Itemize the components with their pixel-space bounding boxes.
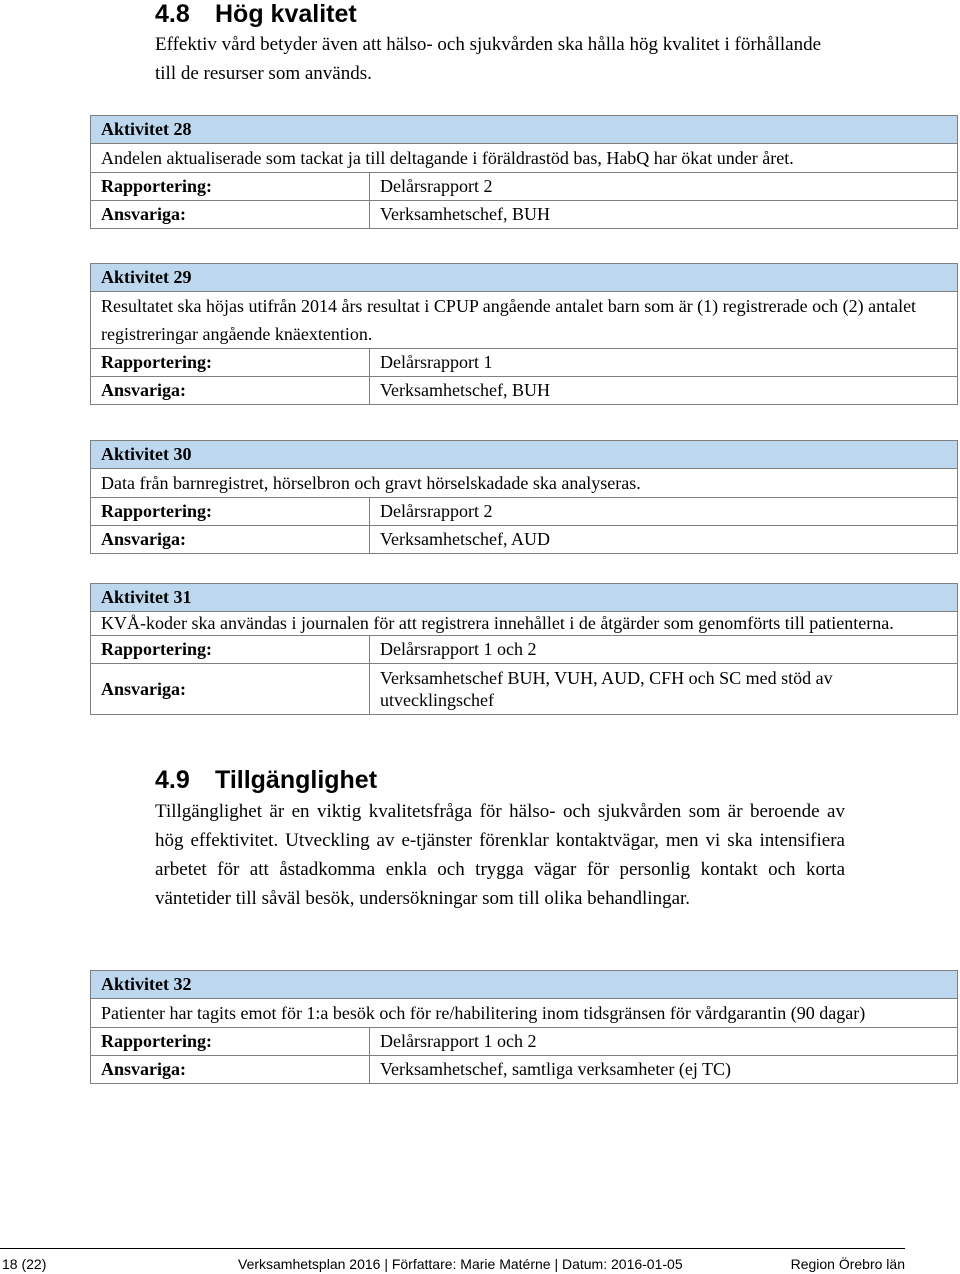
- reporting-value: Delårsrapport 2: [370, 498, 958, 526]
- activity-table-30: [90, 440, 958, 554]
- activity-title: Aktivitet 31: [91, 584, 958, 612]
- activity-table-29: [90, 263, 958, 405]
- activity-table-31: [90, 583, 958, 715]
- section-intro-4-9: Tillgänglighet är en viktig kvalitetsfråga för hälso- och sjukvården som är beroende av hög effektivitet. Utveckling av e-tjänster förenklar kontaktvägar, men vi ska intensifiera arbetet för att åstadkomma enkla och trygga vägar för personlig kontakt och korta väntetider till såväl besök, undersökningar som till olika behandlingar.: [155, 801, 845, 909]
- reporting-label: Rapportering:: [91, 636, 370, 664]
- responsible-value: Verksamhetschef BUH, VUH, AUD, CFH och SC med stöd av utvecklingschef: [370, 664, 958, 715]
- footer-page-number: 18 (22): [2, 1256, 47, 1272]
- responsible-label: Ansvariga:: [91, 377, 370, 405]
- responsible-value: Verksamhetschef, AUD: [370, 526, 958, 554]
- responsible-value: Verksamhetschef, samtliga verksamheter (ej TC): [370, 1056, 958, 1084]
- reporting-value: Delårsrapport 2: [370, 173, 958, 201]
- footer-document-info: Verksamhetsplan 2016 | Författare: Marie Matérne | Datum: 2016-01-05: [238, 1256, 683, 1272]
- reporting-label: Rapportering:: [91, 498, 370, 526]
- reporting-label: Rapportering:: [91, 1028, 370, 1056]
- section-title: Hög kvalitet: [215, 0, 357, 28]
- reporting-value: Delårsrapport 1: [370, 349, 958, 377]
- reporting-label: Rapportering:: [91, 349, 370, 377]
- activity-table-28: [90, 115, 958, 229]
- section-heading-4-9: [155, 766, 377, 795]
- activity-title: Aktivitet 32: [91, 971, 958, 999]
- responsible-label: Ansvariga:: [91, 1056, 370, 1084]
- section-number: 4.9: [155, 766, 190, 794]
- activity-title: Aktivitet 29: [91, 264, 958, 292]
- activity-title: Aktivitet 30: [91, 441, 958, 469]
- activity-description: KVÅ-koder ska användas i journalen för att registrera innehållet i de åtgärder som genomförts till patienterna.: [91, 612, 958, 636]
- activity-description: Resultatet ska höjas utifrån 2014 års resultat i CPUP angående antalet barn som är (1) registrerade och (2) antalet registreringar angående knäextention.: [91, 292, 958, 349]
- reporting-label: Rapportering:: [91, 173, 370, 201]
- section-title: Tillgänglighet: [215, 766, 378, 794]
- activity-title: Aktivitet 28: [91, 116, 958, 144]
- responsible-value: Verksamhetschef, BUH: [370, 201, 958, 229]
- footer-organization: Region Örebro län: [790, 1256, 905, 1272]
- section-heading-4-8: [155, 0, 357, 29]
- reporting-value: Delårsrapport 1 och 2: [370, 636, 958, 664]
- footer-divider: [0, 1248, 905, 1249]
- responsible-label: Ansvariga:: [91, 201, 370, 229]
- section-number: 4.8: [155, 0, 190, 28]
- responsible-label: Ansvariga:: [91, 664, 370, 715]
- activity-description: Andelen aktualiserade som tackat ja till deltagande i föräldrastöd bas, HabQ har ökat under året.: [91, 144, 958, 173]
- responsible-label: Ansvariga:: [91, 526, 370, 554]
- activity-table-32: [90, 970, 958, 1084]
- activity-description: Patienter har tagits emot för 1:a besök och för re/habilitering inom tidsgränsen för vårdgarantin (90 dagar): [91, 999, 958, 1028]
- responsible-value: Verksamhetschef, BUH: [370, 377, 958, 405]
- activity-description: Data från barnregistret, hörselbron och gravt hörselskadade ska analyseras.: [91, 469, 958, 498]
- reporting-value: Delårsrapport 1 och 2: [370, 1028, 958, 1056]
- section-intro-4-8: Effektiv vård betyder även att hälso- och sjukvården ska hålla hög kvalitet i förhållande till de resurser som används.: [155, 34, 822, 84]
